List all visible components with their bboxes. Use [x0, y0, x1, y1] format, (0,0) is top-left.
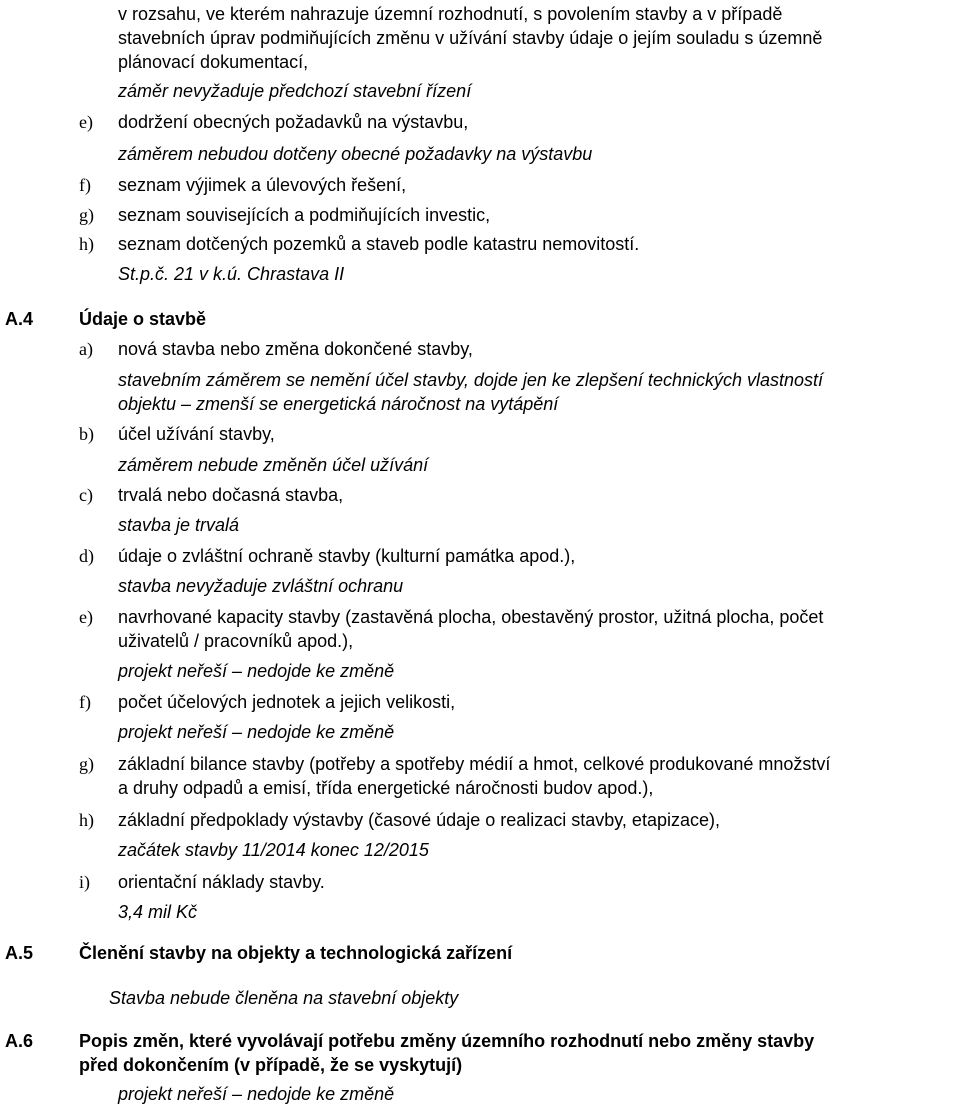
section-title-a6-line1: Popis změn, které vyvolávají potřebu změny územního rozhodnutí nebo změny stavby — [79, 1031, 815, 1051]
a4-item-text: účel užívání stavby, — [118, 424, 275, 444]
intro-line-3: plánovací dokumentací, — [118, 52, 309, 72]
prev-item-text: seznam výjimek a úlevových řešení, — [118, 175, 407, 195]
prev-item-letter: f) — [79, 175, 91, 195]
a4-item-letter: f) — [79, 692, 91, 712]
intro-line-2: stavebních úprav podmiňujících změnu v užívání stavby údaje o jejím souladu s územně — [118, 28, 823, 48]
a4-item-answer: projekt neřeší – nedojde ke změně — [118, 722, 395, 742]
a4-item-text: nová stavba nebo změna dokončené stavby, — [118, 339, 473, 359]
section-number-a5: A.5 — [5, 943, 34, 963]
a4-item-text: základní předpoklady výstavby (časové údaje o realizaci stavby, etapizace), — [118, 810, 720, 830]
a4-item-letter: b) — [79, 424, 94, 444]
section-number-a6: A.6 — [5, 1031, 34, 1051]
a4-item-answer: stavba nevyžaduje zvláštní ochranu — [118, 576, 404, 596]
a4-item-text: orientační náklady stavby. — [118, 872, 325, 892]
prev-item-text: dodržení obecných požadavků na výstavbu, — [118, 112, 469, 132]
prev-item-letter: h) — [79, 234, 94, 254]
a4-item-text: údaje o zvláštní ochraně stavby (kulturní památka apod.), — [118, 546, 576, 566]
a4-item-answer: projekt neřeší – nedojde ke změně — [118, 661, 395, 681]
intro-answer: záměr nevyžaduje předchozí stavební řízení — [118, 81, 472, 101]
a6-answer: projekt neřeší – nedojde ke změně — [118, 1084, 395, 1104]
a4-item-text: trvalá nebo dočasná stavba, — [118, 485, 344, 505]
a4-item-letter: h) — [79, 810, 94, 830]
a4-item-text: navrhované kapacity stavby (zastavěná plocha, obestavěný prostor, užitná plocha, počet — [118, 607, 824, 627]
a4-item-answer: stavba je trvalá — [118, 515, 240, 535]
a4-item-letter: e) — [79, 607, 93, 627]
a4-item-answer: začátek stavby 11/2014 konec 12/2015 — [118, 840, 429, 860]
a4-item-text: uživatelů / pracovníků apod.), — [118, 631, 354, 651]
a4-item-letter: c) — [79, 485, 93, 505]
a4-item-letter: g) — [79, 754, 94, 774]
a4-item-text: základní bilance stavby (potřeby a spotřeby médií a hmot, celkové produkované množství — [118, 754, 831, 774]
a5-answer: Stavba nebude členěna na stavební objekty — [109, 988, 459, 1008]
section-title-a5: Členění stavby na objekty a technologická zařízení — [79, 943, 513, 963]
section-title-a4: Údaje o stavbě — [79, 309, 207, 329]
prev-item-text: seznam souvisejících a podmiňujících investic, — [118, 205, 491, 225]
a4-item-answer: 3,4 mil Kč — [118, 902, 198, 922]
a4-item-answer: záměrem nebude změněn účel užívání — [118, 455, 429, 475]
intro-line-1: v rozsahu, ve kterém nahrazuje územní rozhodnutí, s povolením stavby a v případě — [118, 4, 783, 24]
prev-item-letter: g) — [79, 205, 94, 225]
a4-item-letter: i) — [79, 872, 90, 892]
prev-item-text: seznam dotčených pozemků a staveb podle katastru nemovitostí. — [118, 234, 640, 254]
a4-item-letter: d) — [79, 546, 94, 566]
section-title-a6-line2: před dokončením (v případě, že se vyskytují) — [79, 1055, 463, 1075]
a4-item-text: počet účelových jednotek a jejich velikosti, — [118, 692, 456, 712]
prev-item-answer: záměrem nebudou dotčeny obecné požadavky na výstavbu — [118, 144, 593, 164]
section-number-a4: A.4 — [5, 309, 34, 329]
a4-item-answer: objektu – zmenší se energetická náročnost na vytápění — [118, 394, 559, 414]
a4-item-letter: a) — [79, 339, 93, 359]
a4-item-answer: stavebním záměrem se nemění účel stavby, dojde jen ke zlepšení technických vlastností — [118, 370, 824, 390]
a4-item-text: a druhy odpadů a emisí, třída energetické náročnosti budov apod.), — [118, 778, 654, 798]
prev-item-letter: e) — [79, 112, 93, 132]
prev-item-answer: St.p.č. 21 v k.ú. Chrastava II — [118, 264, 345, 284]
